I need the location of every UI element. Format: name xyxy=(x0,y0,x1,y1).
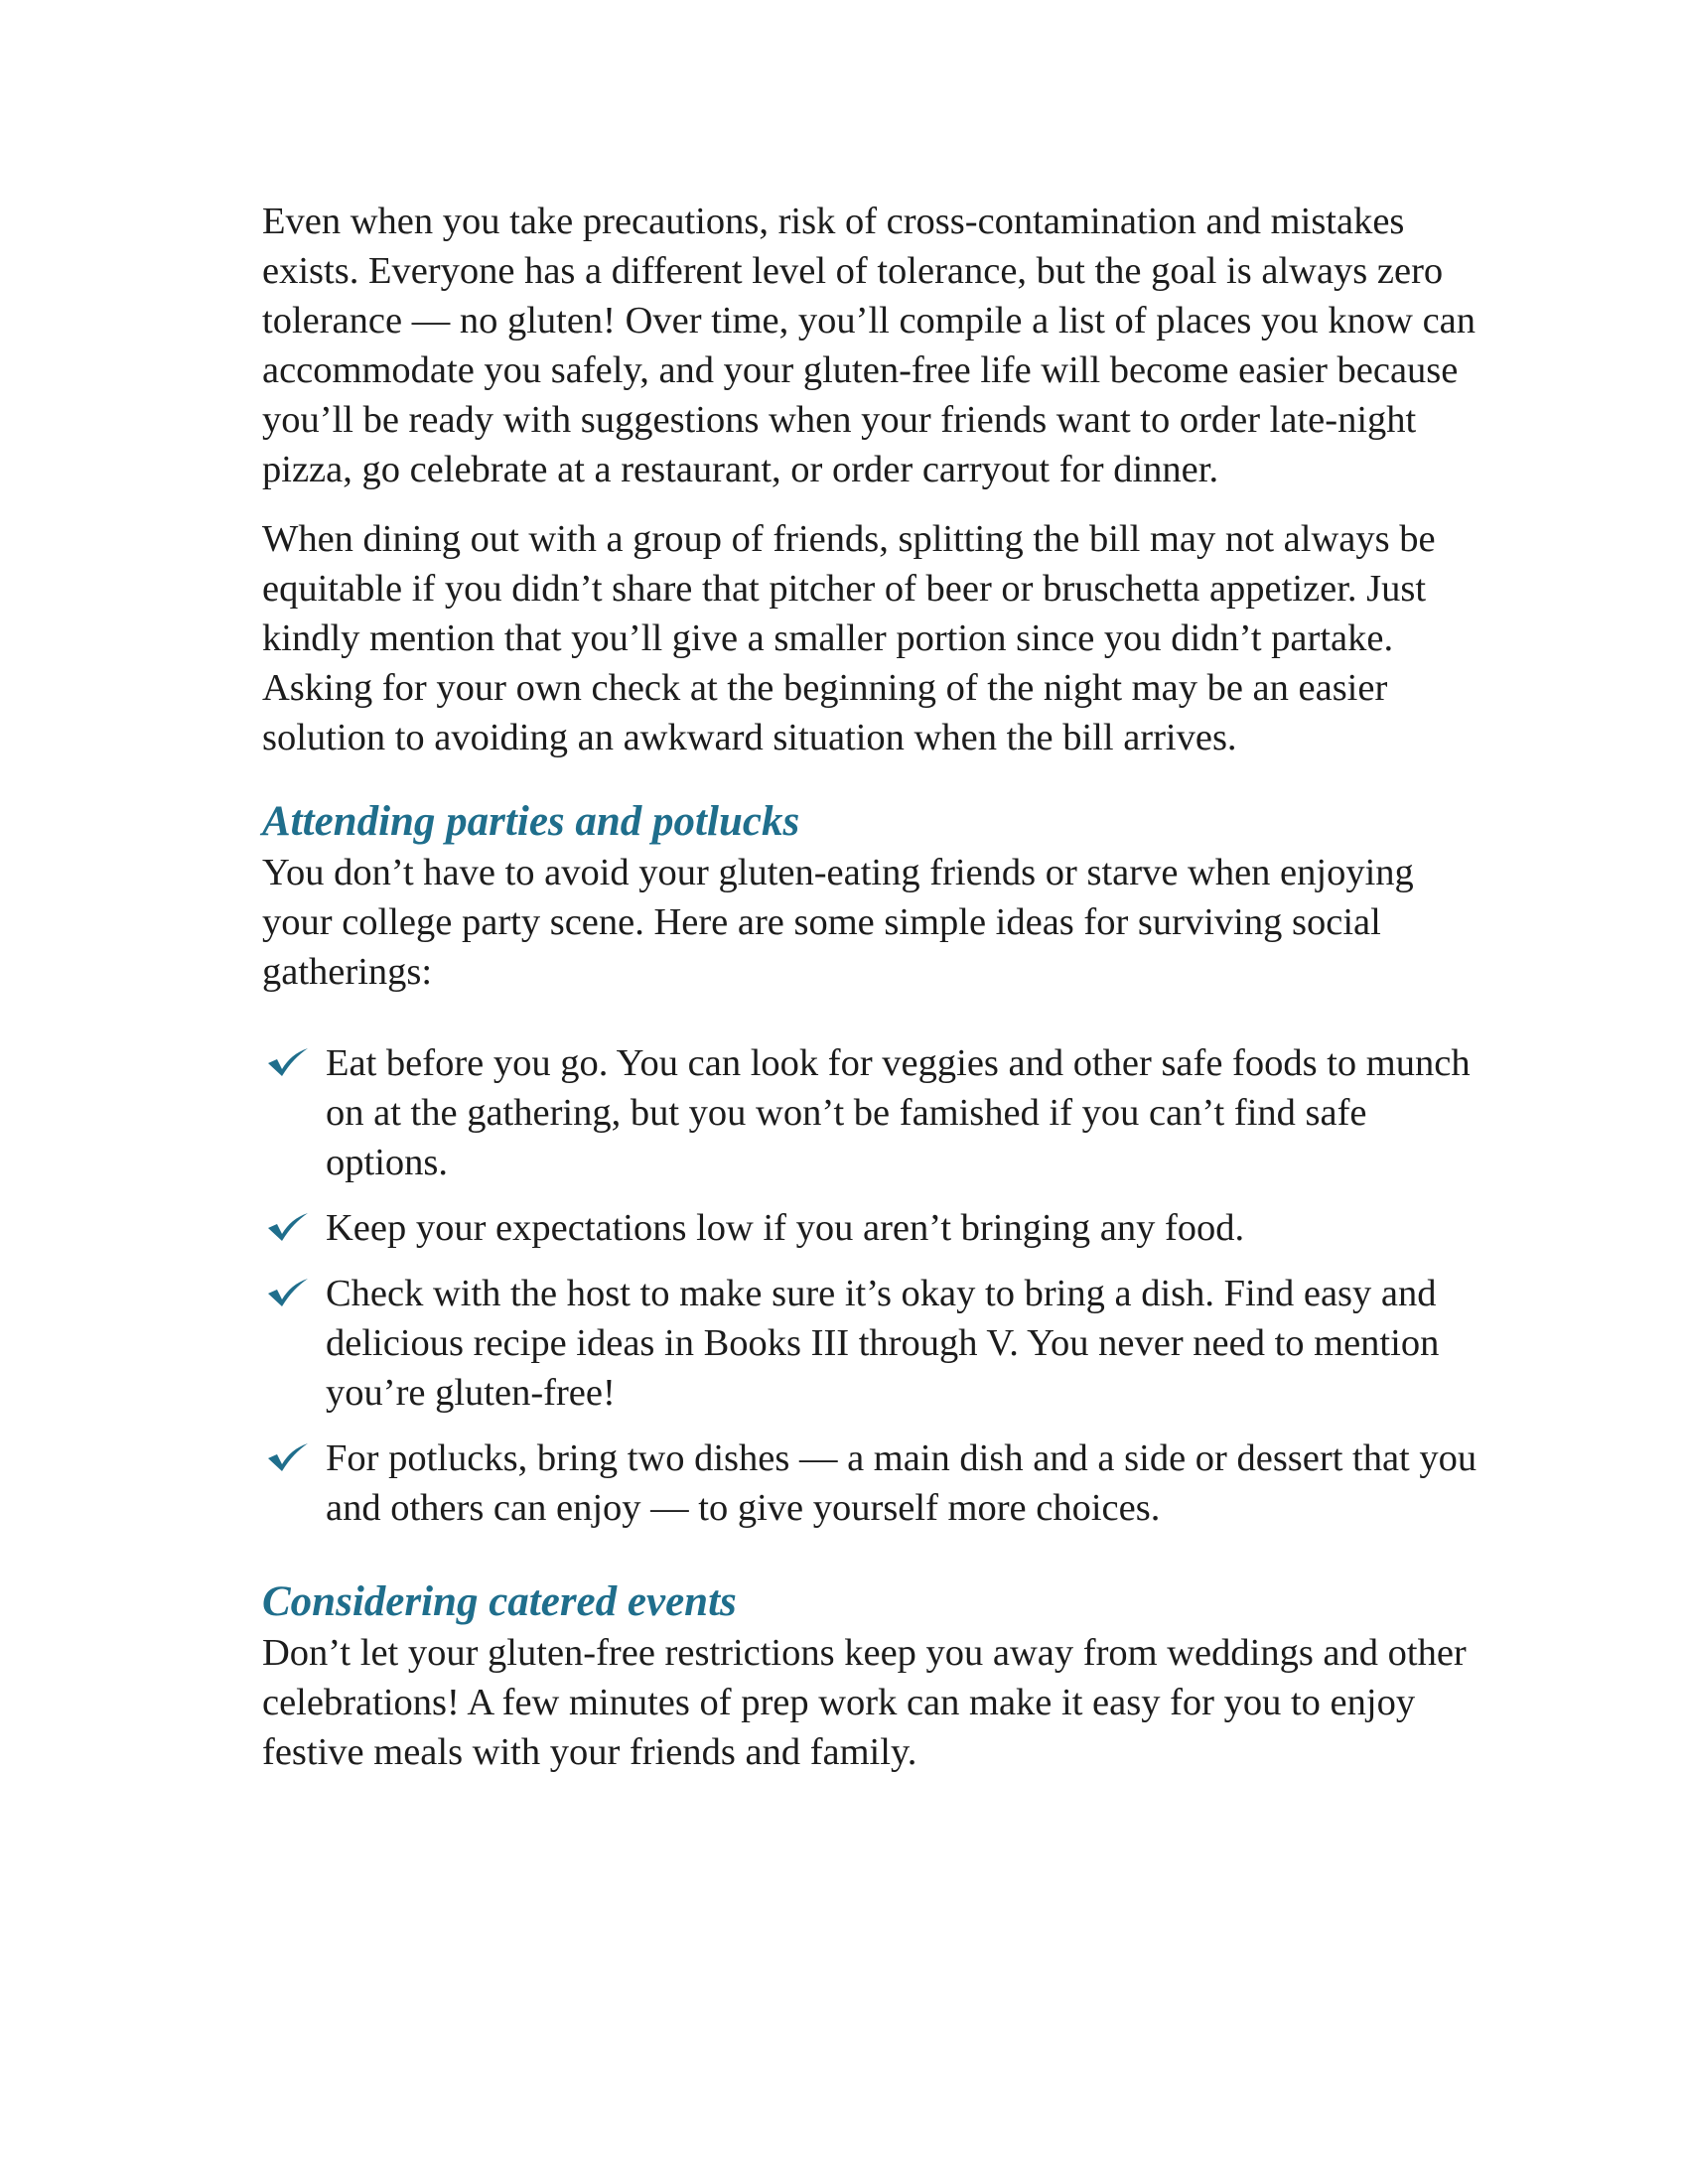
document-page xyxy=(262,197,1479,1777)
section-body: Don’t let your gluten-free restrictions keep you away from weddings and other celebrations! A few minutes of prep work can make it easy for you to enjoy festive meals with your friends and family. xyxy=(262,1632,1467,1773)
body-paragraph: When dining out with a group of friends, splitting the bill may not always be equitable if you didn’t share that pitcher of beer or bruschetta appetizer. Just kindly mention that you’ll give a smaller portion since you didn’t partake. Asking for your own check at the beginning of the night may be an easier solution to avoiding an awkward situation when the bill arrives. xyxy=(262,518,1436,758)
section-heading-catered: Considering catered events xyxy=(262,1578,737,1625)
section-heading-parties: Attending parties and potlucks xyxy=(262,798,800,845)
check-mark-icon xyxy=(266,1046,310,1078)
tips-list xyxy=(262,1038,1479,1533)
check-mark-icon xyxy=(266,1441,310,1473)
list-item xyxy=(262,1203,1479,1253)
list-item-text: Keep your expectations low if you aren’t bringing any food. xyxy=(326,1207,1245,1249)
check-mark-icon xyxy=(266,1211,310,1243)
check-mark-icon xyxy=(266,1277,310,1308)
list-item xyxy=(262,1038,1479,1187)
list-item xyxy=(262,1433,1479,1533)
list-item xyxy=(262,1269,1479,1418)
list-item-text: Eat before you go. You can look for veggies and other safe foods to munch on at the gathering, but you won’t be famished if you can’t find safe options. xyxy=(326,1042,1471,1183)
list-item-text: For potlucks, bring two dishes — a main dish and a side or dessert that you and others can enjoy — to give yourself more choices. xyxy=(326,1437,1477,1529)
list-item-text: Check with the host to make sure it’s okay to bring a dish. Find easy and delicious recipe ideas in Books III through V. You never need to mention you’re gluten-free! xyxy=(326,1273,1440,1414)
body-paragraph: Even when you take precautions, risk of cross-contamination and mistakes exists. Everyone has a different level of tolerance, but the goal is always zero tolerance — no gluten! Over time, you’ll compile a list of places you know can accommodate you safely, and your gluten-free life will become easier because you’ll be ready with suggestions when your friends want to order late-night pizza, go celebrate at a restaurant, or order carryout for dinner. xyxy=(262,201,1477,490)
section-intro: You don’t have to avoid your gluten-eating friends or starve when enjoying your college party scene. Here are some simple ideas for surviving social gatherings: xyxy=(262,852,1414,993)
